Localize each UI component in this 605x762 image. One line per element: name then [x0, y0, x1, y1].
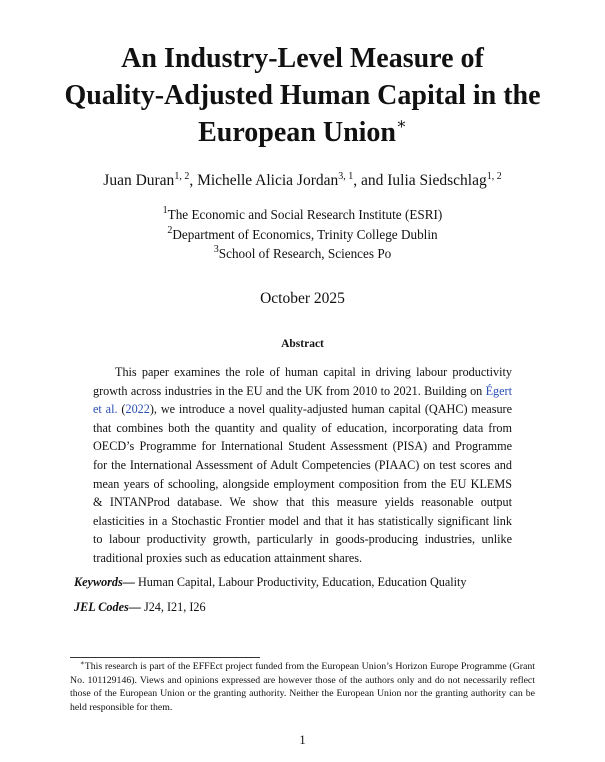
affiliation-number: 2 [167, 224, 173, 236]
footnote-divider [70, 657, 260, 658]
citation-close: ) [149, 402, 154, 417]
abstract-heading: Abstract [281, 338, 324, 350]
jel-codes-line [74, 600, 544, 615]
title-footnote-mark[interactable]: ∗ [396, 116, 407, 133]
jel-codes-text: J24, I21, I26 [140, 600, 206, 614]
citation-author-link[interactable]: Égert et al. [93, 383, 512, 417]
citation-open: ( [117, 402, 126, 417]
author-separator: , and [353, 172, 388, 189]
citation-year-link[interactable]: 2022 [125, 402, 150, 417]
publication-date: October 2025 [260, 290, 345, 307]
abstract-text-pre: This paper examines the role of human capital in driving labour productivity growth across industries in the EU and the UK from 2010 to 2021. Building on [93, 365, 512, 398]
author-name: Juan Duran [103, 172, 175, 189]
footnote-text: This research is part of the EFFEct project funded from the European Union’s Horizon Europe Programme (Grant No. 101129146). Views and opinions expressed are however those of the authors only and do not necessarily reflect those of the European Union or the granting authority. Neither the European Union nor the granting authority can be held responsible for them. [70, 661, 535, 713]
author-name: Michelle Alicia Jordan [197, 172, 339, 189]
author-separator: , [189, 172, 198, 189]
affiliation-item [40, 205, 565, 225]
title-line-1: An Industry-Level Measure of [121, 43, 484, 74]
abstract-body [93, 363, 512, 568]
jel-codes-label: JEL Codes— [74, 600, 141, 614]
page-number: 1 [299, 733, 306, 747]
keywords-label: Keywords— [74, 575, 135, 589]
affiliation-text: School of Research, Sciences Po [218, 246, 392, 261]
author-affiliation-mark: 3, 1 [338, 171, 354, 182]
affiliation-number: 1 [162, 205, 168, 216]
author-name: Iulia Siedschlag [387, 172, 487, 189]
footnote-mark: ∗ [80, 659, 85, 667]
abstract-text-post: , we introduce a novel quality-adjusted human capital (QAHC) measure that combines both the quantity and quality of education, incorporating data from OECD’s Programme for International Student Assessment (PISA) and Programme for the International Assessment of Adult Competencies (PIAAC) on test scores and mean years of schooling, alongside employment composition from the EU KLEMS & INTANProd database. We show that this measure yields reasonable output elasticities in a Stochastic Frontier model and that it has statistically significant link to labour productivity growth, particularly in goods-producing industries, unlike traditional proxies such as education attainment shares. [93, 402, 513, 565]
affiliation-item [40, 225, 565, 245]
keywords-text: Human Capital, Labour Productivity, Education, Education Quality [134, 575, 467, 589]
title-line-3 [40, 114, 565, 151]
author-affiliation-mark: 1, 2 [174, 171, 190, 182]
author-list [40, 172, 565, 190]
author-affiliation-mark: 1, 2 [486, 171, 502, 182]
title-line-2: Quality-Adjusted Human Capital in the [64, 80, 541, 111]
affiliation-number: 3 [213, 244, 219, 255]
paper-title [40, 40, 565, 151]
affiliation-text: Department of Economics, Trinity College Dublin [172, 226, 438, 242]
footnote [70, 660, 535, 714]
title-line-3-text: European Union [198, 117, 396, 148]
affiliation-text: The Economic and Social Research Institute (ESRI) [167, 207, 443, 222]
affiliation-item [40, 244, 565, 264]
affiliation-list [40, 205, 565, 264]
keywords-line [74, 575, 544, 590]
